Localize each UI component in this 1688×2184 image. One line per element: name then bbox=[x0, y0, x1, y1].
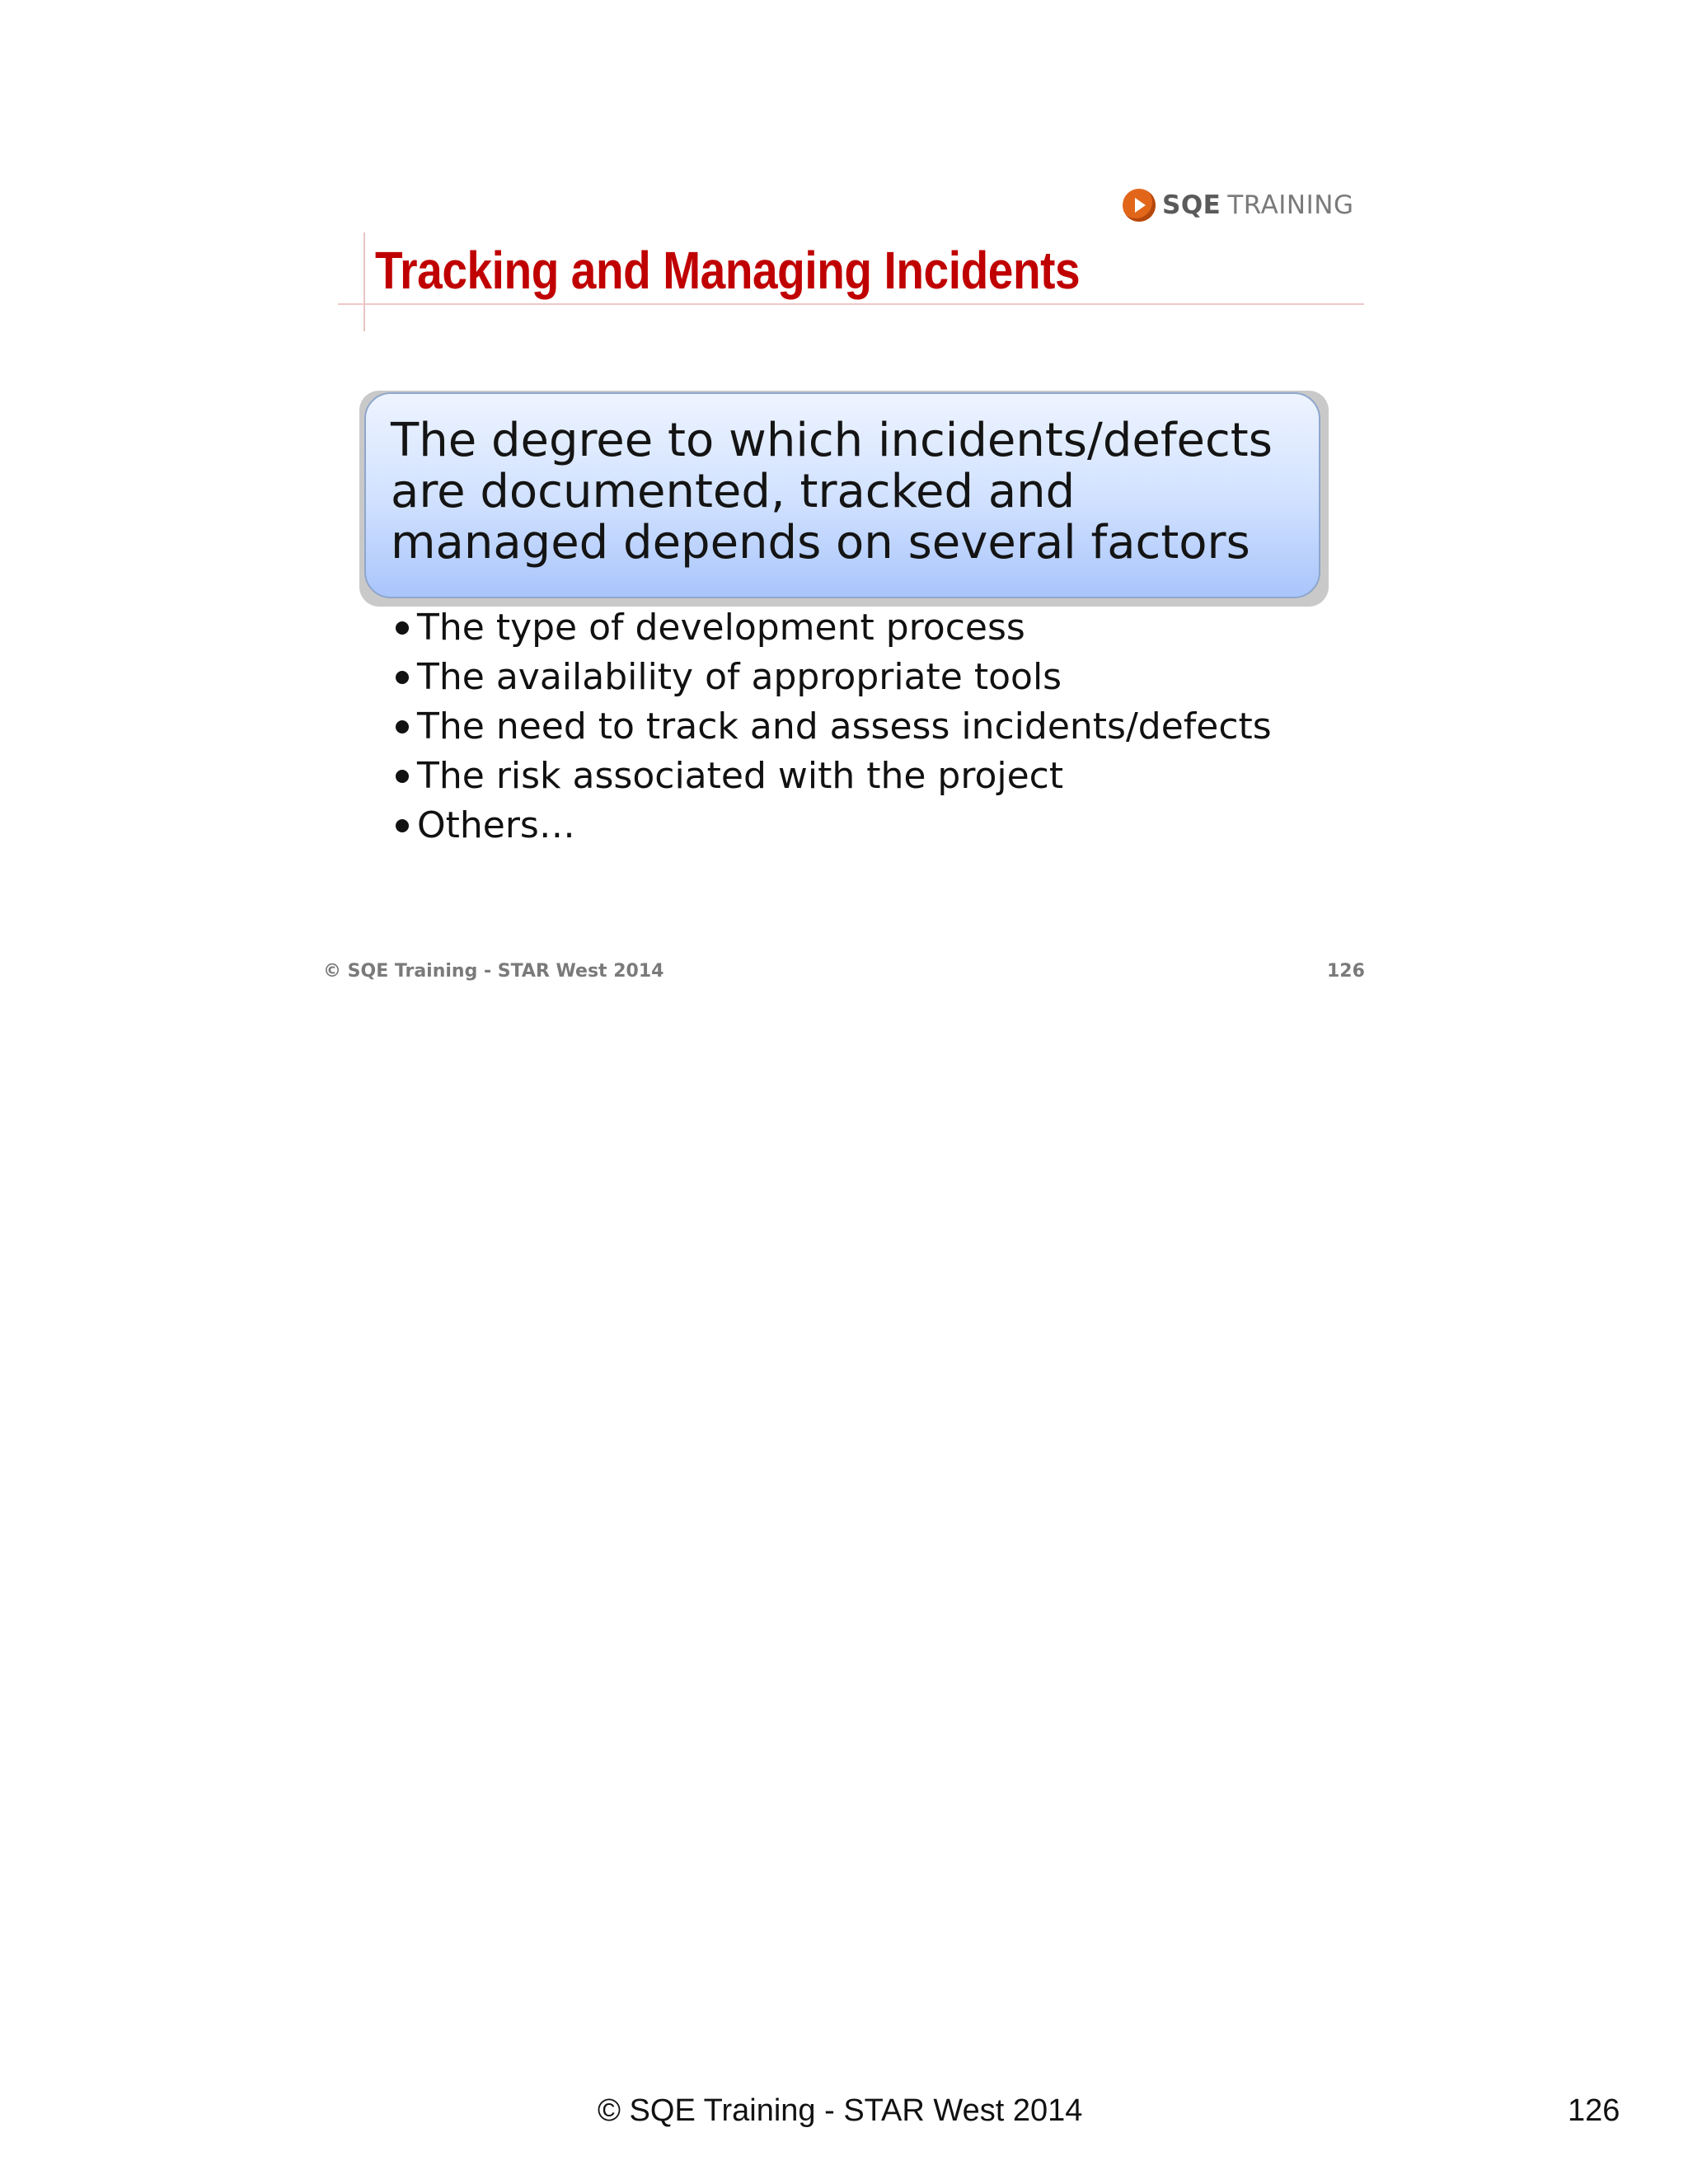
bullet-icon bbox=[396, 621, 409, 635]
title-horizontal-rule bbox=[338, 303, 1364, 305]
slide-footer-page-number: 126 bbox=[1327, 961, 1365, 982]
list-item bbox=[396, 702, 1272, 752]
list-item-text: The risk associated with the project bbox=[417, 755, 1064, 797]
bullet-list bbox=[396, 603, 1272, 851]
page-footer-copyright: © SQE Training - STAR West 2014 bbox=[598, 2093, 1083, 2128]
bullet-icon bbox=[396, 671, 409, 684]
logo-text-light: TRAINING bbox=[1227, 190, 1354, 220]
callout-line: are documented, tracked and bbox=[391, 465, 1076, 518]
list-item bbox=[396, 653, 1272, 702]
list-item-text: The need to track and assess incidents/defects bbox=[417, 705, 1272, 748]
callout-text bbox=[391, 415, 1294, 569]
sqe-training-logo bbox=[1123, 186, 1353, 224]
list-item bbox=[396, 801, 1272, 851]
slide-title: Tracking and Managing Incidents bbox=[375, 241, 1081, 300]
slide-footer-copyright: © SQE Training - STAR West 2014 bbox=[323, 961, 664, 982]
bullet-icon bbox=[396, 720, 409, 733]
list-item bbox=[396, 603, 1272, 653]
callout-line: The degree to which incidents/defects bbox=[391, 414, 1273, 467]
callout-box bbox=[364, 392, 1320, 598]
slide bbox=[321, 173, 1368, 997]
callout-line: managed depends on several factors bbox=[391, 516, 1250, 569]
title-vertical-rule bbox=[363, 232, 365, 331]
bullet-icon bbox=[396, 819, 409, 832]
list-item bbox=[396, 752, 1272, 801]
list-item-text: Others… bbox=[417, 804, 575, 846]
play-circle-icon bbox=[1123, 189, 1156, 222]
page-footer-page-number: 126 bbox=[1568, 2093, 1620, 2128]
logo-text-strong: SQE bbox=[1162, 190, 1221, 220]
list-item-text: The type of development process bbox=[417, 607, 1025, 649]
list-item-text: The availability of appropriate tools bbox=[417, 656, 1062, 698]
bullet-icon bbox=[396, 770, 409, 783]
